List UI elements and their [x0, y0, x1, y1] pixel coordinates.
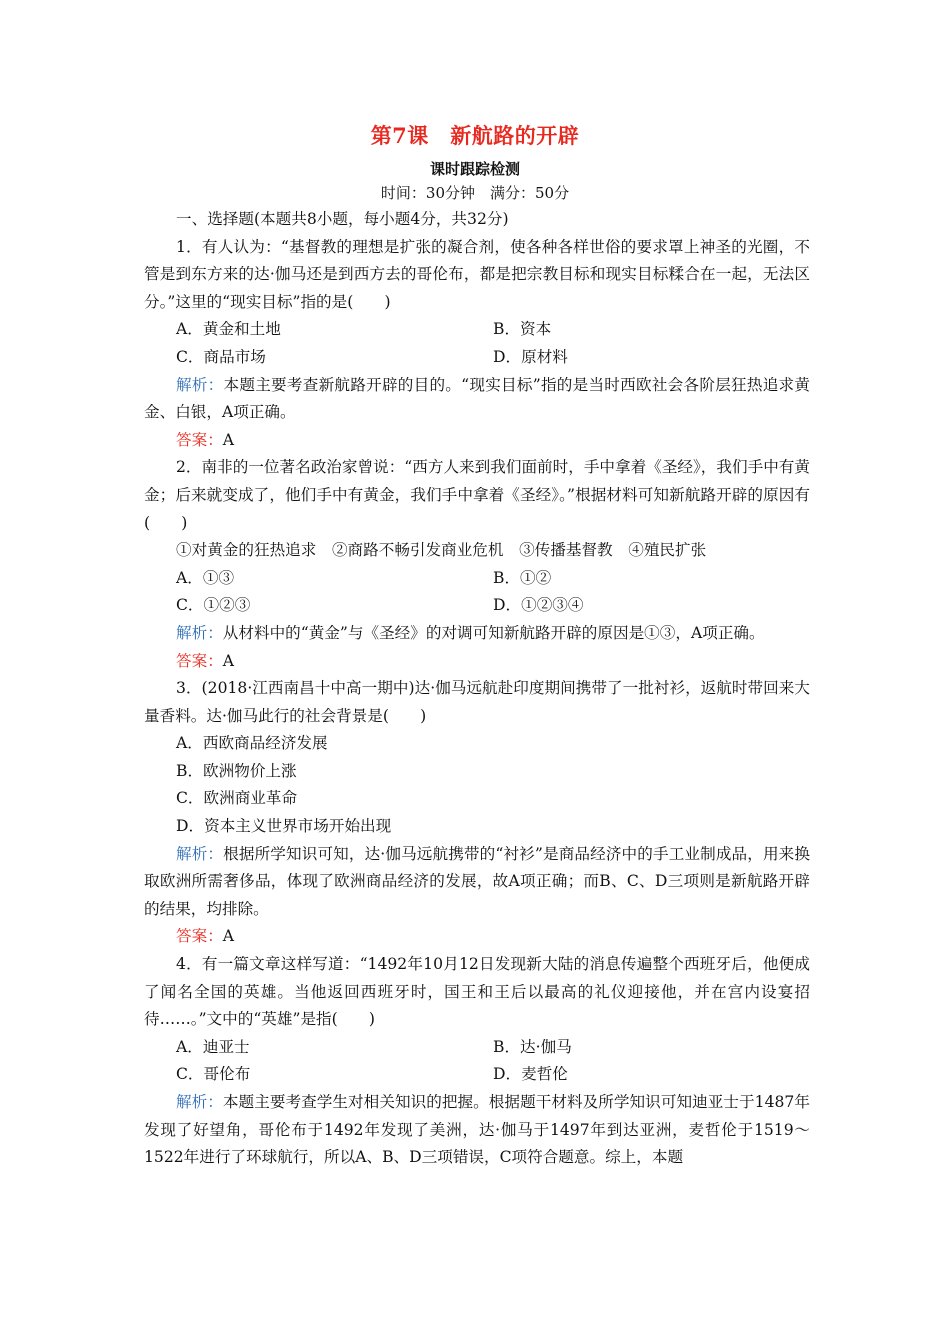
question-4-options	[144, 1061, 810, 1089]
option-c: C．欧洲商业革命	[176, 789, 298, 808]
answer-value: A	[222, 651, 235, 670]
option-a: A．①③	[176, 568, 235, 587]
question-4-options	[144, 1034, 810, 1062]
analysis-label: 解析：	[176, 623, 223, 642]
question-2-options	[144, 592, 810, 620]
question-4-stem: 4．有一篇文章这样写道：“1492年10月12日发现新大陆的消息传遍整个西班牙后，他便成了闻名全国的英雄。当他返回西班牙时，国王和王后以最高的礼仪迎接他，并在宫内设宴招待……。”文中的“英雄”是指( )	[144, 955, 810, 1029]
option-c: C．商品市场	[176, 347, 266, 366]
question-1-answer	[144, 427, 810, 455]
question-4-analysis	[144, 1089, 810, 1172]
answer-value: A	[222, 927, 235, 946]
question-1-analysis	[144, 372, 810, 427]
section-heading: 一、选择题(本题共8小题，每小题4分，共32分)	[176, 210, 509, 228]
question-1-stem: 1．有人认为：“基督教的理想是扩张的凝合剂，使各种各样世俗的要求罩上神圣的光圈，不管是到东方来的达·伽马还是到西方去的哥伦布，都是把宗教目标和现实目标糅合在一起，无法区分。”这里的“现实目标”指的是( )	[144, 237, 810, 311]
time-info: 时间：30分钟 满分：50分	[380, 184, 570, 202]
analysis-text: 从材料中的“黄金”与《圣经》的对调可知新航路开辟的原因是①③，A项正确。	[222, 623, 765, 642]
document-body	[144, 206, 810, 1172]
question-3-stem: 3．(2018·江西南昌十中高一期中)达·伽马远航赴印度期间携带了一批衬衫，返航时带回来大量香料。达·伽马此行的社会背景是( )	[144, 679, 810, 725]
analysis-text: 本题主要考查新航路开辟的目的。“现实目标”指的是当时西欧社会各阶层狂热追求黄金、白银，A项正确。	[144, 375, 810, 422]
page-subtitle: 课时跟踪检测	[429, 160, 520, 178]
option-d: D．①②③④	[493, 596, 584, 615]
analysis-text: 本题主要考查学生对相关知识的把握。根据题干材料及所学知识可知迪亚士于1487年发现了好望角，哥伦布于1492年发现了美洲，达·伽马于1497年到达亚洲，麦哲伦于1519～1522年进行了环球航行，所以A、B、D三项错误，C项符合题意。综上，本题	[144, 1093, 810, 1167]
answer-label: 答案：	[176, 927, 223, 946]
option-c: C．哥伦布	[176, 1065, 251, 1084]
answer-label: 答案：	[176, 651, 223, 670]
option-b: B．达·伽马	[493, 1037, 572, 1056]
option-b: B．欧洲物价上涨	[176, 761, 297, 780]
option-c: C．①②③	[176, 596, 251, 615]
question-1-options	[144, 316, 810, 344]
option-d: D．资本主义世界市场开始出现	[176, 817, 392, 836]
option-d: D．麦哲伦	[493, 1065, 568, 1084]
question-2-items: ①对黄金的狂热追求 ②商路不畅引发商业危机 ③传播基督教 ④殖民扩张	[176, 541, 707, 560]
option-b: B．资本	[493, 320, 552, 339]
answer-value: A	[222, 430, 235, 449]
question-2-stem: 2．南非的一位著名政治家曾说：“西方人来到我们面前时，手中拿着《圣经》，我们手中有黄金；后来就变成了，他们手中有黄金，我们手中拿着《圣经》。”根据材料可知新航路开辟的原因有( )	[144, 458, 810, 532]
option-b: B．①②	[493, 568, 552, 587]
option-a: A．迪亚士	[176, 1037, 250, 1056]
analysis-label: 解析：	[176, 375, 224, 394]
question-3-analysis	[144, 841, 810, 924]
analysis-label: 解析：	[176, 1093, 223, 1111]
answer-label: 答案：	[176, 430, 223, 449]
question-2-options	[144, 565, 810, 593]
question-2-analysis	[144, 620, 810, 648]
analysis-label: 解析：	[176, 844, 224, 863]
option-a: A．西欧商品经济发展	[176, 734, 328, 753]
question-2-answer	[144, 648, 810, 676]
analysis-text: 根据所学知识可知，达·伽马远航携带的“衬衫”是商品经济中的手工业制成品，用来换取欧洲所需奢侈品，体现了欧洲商品经济的发展，故A项正确；而B、C、D三项则是新航路开辟的结果，均排除。	[144, 844, 810, 918]
question-1-options	[144, 344, 810, 372]
option-a: A．黄金和土地	[176, 320, 281, 339]
page-title: 第7课 新航路的开辟	[370, 123, 580, 148]
option-d: D．原材料	[493, 347, 568, 366]
question-3-answer	[144, 923, 810, 951]
